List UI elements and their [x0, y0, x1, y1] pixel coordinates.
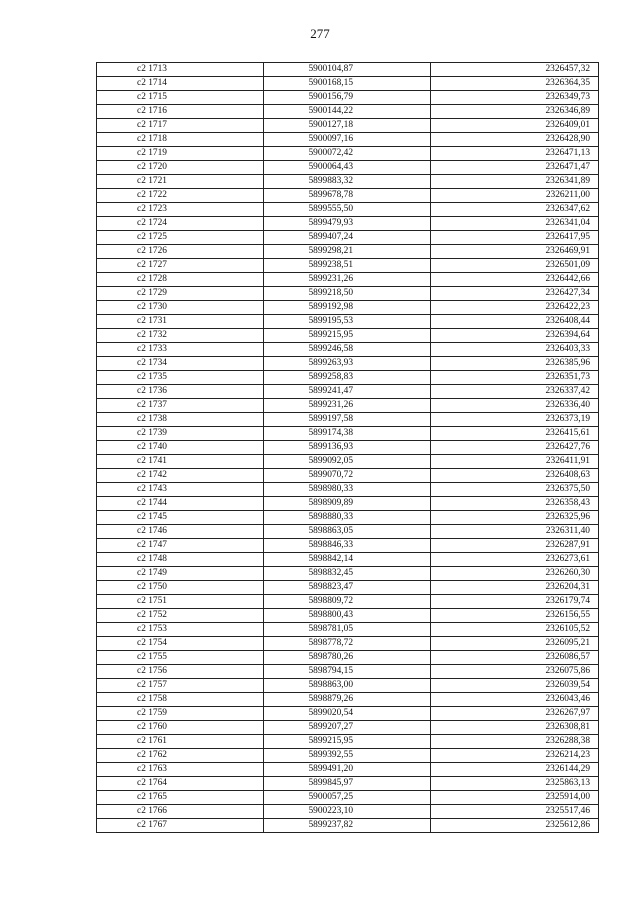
y-coordinate-cell: 2326411,91 — [431, 455, 599, 469]
x-coordinate-cell: 5898778,72 — [264, 637, 431, 651]
table-row — [97, 91, 599, 105]
x-coordinate-cell: 5900127,18 — [264, 119, 431, 133]
point-id-cell: с2 1740 — [97, 441, 264, 455]
y-coordinate-cell: 2326408,63 — [431, 469, 599, 483]
y-coordinate-cell: 2326346,89 — [431, 105, 599, 119]
y-coordinate-cell: 2326043,46 — [431, 693, 599, 707]
x-coordinate-cell: 5899197,58 — [264, 413, 431, 427]
table-row — [97, 77, 599, 91]
x-coordinate-cell: 5899174,38 — [264, 427, 431, 441]
x-coordinate-cell: 5899136,93 — [264, 441, 431, 455]
table-row — [97, 189, 599, 203]
x-coordinate-cell: 5899491,20 — [264, 763, 431, 777]
table-row — [97, 665, 599, 679]
y-coordinate-cell: 2326501,09 — [431, 259, 599, 273]
x-coordinate-cell: 5899092,05 — [264, 455, 431, 469]
x-coordinate-cell: 5899241,47 — [264, 385, 431, 399]
table-row — [97, 147, 599, 161]
coordinates-table-body — [97, 63, 599, 833]
y-coordinate-cell: 2326039,54 — [431, 679, 599, 693]
y-coordinate-cell: 2326471,13 — [431, 147, 599, 161]
y-coordinate-cell: 2326105,52 — [431, 623, 599, 637]
point-id-cell: с2 1752 — [97, 609, 264, 623]
x-coordinate-cell: 5899215,95 — [264, 735, 431, 749]
table-row — [97, 693, 599, 707]
point-id-cell: с2 1719 — [97, 147, 264, 161]
table-row — [97, 245, 599, 259]
table-row — [97, 469, 599, 483]
x-coordinate-cell: 5899207,27 — [264, 721, 431, 735]
y-coordinate-cell: 2326267,97 — [431, 707, 599, 721]
table-row — [97, 637, 599, 651]
table-row — [97, 329, 599, 343]
y-coordinate-cell: 2326394,64 — [431, 329, 599, 343]
x-coordinate-cell: 5900097,16 — [264, 133, 431, 147]
x-coordinate-cell: 5898794,15 — [264, 665, 431, 679]
y-coordinate-cell: 2326211,00 — [431, 189, 599, 203]
table-row — [97, 63, 599, 77]
table-row — [97, 735, 599, 749]
table-row — [97, 105, 599, 119]
point-id-cell: с2 1717 — [97, 119, 264, 133]
y-coordinate-cell: 2326308,81 — [431, 721, 599, 735]
point-id-cell: с2 1731 — [97, 315, 264, 329]
table-row — [97, 259, 599, 273]
y-coordinate-cell: 2326288,38 — [431, 735, 599, 749]
point-id-cell: с2 1767 — [97, 819, 264, 833]
x-coordinate-cell: 5899231,26 — [264, 399, 431, 413]
table-row — [97, 231, 599, 245]
x-coordinate-cell: 5899192,98 — [264, 301, 431, 315]
table-row — [97, 203, 599, 217]
point-id-cell: с2 1726 — [97, 245, 264, 259]
x-coordinate-cell: 5899246,58 — [264, 343, 431, 357]
x-coordinate-cell: 5900168,15 — [264, 77, 431, 91]
table-row — [97, 455, 599, 469]
point-id-cell: с2 1751 — [97, 595, 264, 609]
x-coordinate-cell: 5899258,83 — [264, 371, 431, 385]
point-id-cell: с2 1754 — [97, 637, 264, 651]
point-id-cell: с2 1722 — [97, 189, 264, 203]
y-coordinate-cell: 2326349,73 — [431, 91, 599, 105]
x-coordinate-cell: 5898879,26 — [264, 693, 431, 707]
x-coordinate-cell: 5898863,00 — [264, 679, 431, 693]
point-id-cell: с2 1760 — [97, 721, 264, 735]
x-coordinate-cell: 5899218,50 — [264, 287, 431, 301]
y-coordinate-cell: 2325863,13 — [431, 777, 599, 791]
y-coordinate-cell: 2326428,90 — [431, 133, 599, 147]
y-coordinate-cell: 2326408,44 — [431, 315, 599, 329]
x-coordinate-cell: 5900144,22 — [264, 105, 431, 119]
point-id-cell: с2 1727 — [97, 259, 264, 273]
point-id-cell: с2 1744 — [97, 497, 264, 511]
x-coordinate-cell: 5898809,72 — [264, 595, 431, 609]
table-row — [97, 441, 599, 455]
table-row — [97, 707, 599, 721]
y-coordinate-cell: 2326358,43 — [431, 497, 599, 511]
y-coordinate-cell: 2326075,86 — [431, 665, 599, 679]
table-row — [97, 609, 599, 623]
y-coordinate-cell: 2326457,32 — [431, 63, 599, 77]
x-coordinate-cell: 5899845,97 — [264, 777, 431, 791]
x-coordinate-cell: 5899215,95 — [264, 329, 431, 343]
point-id-cell: с2 1739 — [97, 427, 264, 441]
x-coordinate-cell: 5900104,87 — [264, 63, 431, 77]
table-row — [97, 175, 599, 189]
y-coordinate-cell: 2326179,74 — [431, 595, 599, 609]
point-id-cell: с2 1742 — [97, 469, 264, 483]
y-coordinate-cell: 2326337,42 — [431, 385, 599, 399]
x-coordinate-cell: 5898781,05 — [264, 623, 431, 637]
y-coordinate-cell: 2326341,04 — [431, 217, 599, 231]
y-coordinate-cell: 2326373,19 — [431, 413, 599, 427]
y-coordinate-cell: 2326156,55 — [431, 609, 599, 623]
point-id-cell: с2 1720 — [97, 161, 264, 175]
x-coordinate-cell: 5900072,42 — [264, 147, 431, 161]
point-id-cell: с2 1734 — [97, 357, 264, 371]
point-id-cell: с2 1715 — [97, 91, 264, 105]
point-id-cell: с2 1735 — [97, 371, 264, 385]
x-coordinate-cell: 5898909,89 — [264, 497, 431, 511]
table-row — [97, 133, 599, 147]
table-row — [97, 273, 599, 287]
table-row — [97, 413, 599, 427]
y-coordinate-cell: 2326347,62 — [431, 203, 599, 217]
point-id-cell: с2 1759 — [97, 707, 264, 721]
point-id-cell: с2 1733 — [97, 343, 264, 357]
point-id-cell: с2 1766 — [97, 805, 264, 819]
table-row — [97, 749, 599, 763]
table-row — [97, 805, 599, 819]
point-id-cell: с2 1762 — [97, 749, 264, 763]
table-row — [97, 301, 599, 315]
table-row — [97, 119, 599, 133]
table-row — [97, 819, 599, 833]
point-id-cell: с2 1765 — [97, 791, 264, 805]
x-coordinate-cell: 5900223,10 — [264, 805, 431, 819]
x-coordinate-cell: 5899195,53 — [264, 315, 431, 329]
y-coordinate-cell: 2326260,30 — [431, 567, 599, 581]
point-id-cell: с2 1764 — [97, 777, 264, 791]
table-row — [97, 595, 599, 609]
y-coordinate-cell: 2326325,96 — [431, 511, 599, 525]
point-id-cell: с2 1761 — [97, 735, 264, 749]
point-id-cell: с2 1736 — [97, 385, 264, 399]
point-id-cell: с2 1723 — [97, 203, 264, 217]
x-coordinate-cell: 5900156,79 — [264, 91, 431, 105]
table-row — [97, 525, 599, 539]
y-coordinate-cell: 2326422,23 — [431, 301, 599, 315]
table-row — [97, 343, 599, 357]
point-id-cell: с2 1750 — [97, 581, 264, 595]
y-coordinate-cell: 2326417,95 — [431, 231, 599, 245]
y-coordinate-cell: 2326415,61 — [431, 427, 599, 441]
x-coordinate-cell: 5899407,24 — [264, 231, 431, 245]
point-id-cell: с2 1730 — [97, 301, 264, 315]
table-row — [97, 287, 599, 301]
x-coordinate-cell: 5899883,32 — [264, 175, 431, 189]
point-id-cell: с2 1737 — [97, 399, 264, 413]
x-coordinate-cell: 5898880,33 — [264, 511, 431, 525]
x-coordinate-cell: 5898863,05 — [264, 525, 431, 539]
table-row — [97, 511, 599, 525]
table-row — [97, 357, 599, 371]
table-row — [97, 315, 599, 329]
point-id-cell: с2 1729 — [97, 287, 264, 301]
table-row — [97, 217, 599, 231]
point-id-cell: с2 1725 — [97, 231, 264, 245]
y-coordinate-cell: 2326427,76 — [431, 441, 599, 455]
y-coordinate-cell: 2326341,89 — [431, 175, 599, 189]
point-id-cell: с2 1748 — [97, 553, 264, 567]
table-row — [97, 161, 599, 175]
x-coordinate-cell: 5899238,51 — [264, 259, 431, 273]
table-row — [97, 721, 599, 735]
y-coordinate-cell: 2325612,86 — [431, 819, 599, 833]
point-id-cell: с2 1755 — [97, 651, 264, 665]
x-coordinate-cell: 5898780,26 — [264, 651, 431, 665]
point-id-cell: с2 1746 — [97, 525, 264, 539]
point-id-cell: с2 1757 — [97, 679, 264, 693]
y-coordinate-cell: 2326214,23 — [431, 749, 599, 763]
table-row — [97, 651, 599, 665]
point-id-cell: с2 1728 — [97, 273, 264, 287]
table-row — [97, 427, 599, 441]
x-coordinate-cell: 5898832,45 — [264, 567, 431, 581]
point-id-cell: с2 1749 — [97, 567, 264, 581]
table-row — [97, 399, 599, 413]
y-coordinate-cell: 2326144,29 — [431, 763, 599, 777]
x-coordinate-cell: 5899555,50 — [264, 203, 431, 217]
table-row — [97, 539, 599, 553]
y-coordinate-cell: 2326273,61 — [431, 553, 599, 567]
point-id-cell: с2 1721 — [97, 175, 264, 189]
point-id-cell: с2 1738 — [97, 413, 264, 427]
coordinates-table — [96, 62, 599, 833]
y-coordinate-cell: 2326204,31 — [431, 581, 599, 595]
point-id-cell: с2 1718 — [97, 133, 264, 147]
y-coordinate-cell: 2326469,91 — [431, 245, 599, 259]
x-coordinate-cell: 5899298,21 — [264, 245, 431, 259]
y-coordinate-cell: 2326311,40 — [431, 525, 599, 539]
x-coordinate-cell: 5898980,33 — [264, 483, 431, 497]
x-coordinate-cell: 5898823,47 — [264, 581, 431, 595]
point-id-cell: с2 1732 — [97, 329, 264, 343]
x-coordinate-cell: 5899020,54 — [264, 707, 431, 721]
point-id-cell: с2 1758 — [97, 693, 264, 707]
table-row — [97, 679, 599, 693]
point-id-cell: с2 1756 — [97, 665, 264, 679]
x-coordinate-cell: 5898846,33 — [264, 539, 431, 553]
page-number: 277 — [310, 26, 330, 41]
y-coordinate-cell: 2325914,00 — [431, 791, 599, 805]
x-coordinate-cell: 5899392,55 — [264, 749, 431, 763]
x-coordinate-cell: 5899263,93 — [264, 357, 431, 371]
y-coordinate-cell: 2326336,40 — [431, 399, 599, 413]
y-coordinate-cell: 2326287,91 — [431, 539, 599, 553]
point-id-cell: с2 1745 — [97, 511, 264, 525]
y-coordinate-cell: 2326427,34 — [431, 287, 599, 301]
table-row — [97, 791, 599, 805]
table-row — [97, 497, 599, 511]
y-coordinate-cell: 2326095,21 — [431, 637, 599, 651]
y-coordinate-cell: 2326351,73 — [431, 371, 599, 385]
table-row — [97, 385, 599, 399]
table-row — [97, 623, 599, 637]
x-coordinate-cell: 5899237,82 — [264, 819, 431, 833]
point-id-cell: с2 1753 — [97, 623, 264, 637]
x-coordinate-cell: 5899070,72 — [264, 469, 431, 483]
x-coordinate-cell: 5899479,93 — [264, 217, 431, 231]
point-id-cell: с2 1724 — [97, 217, 264, 231]
table-row — [97, 483, 599, 497]
point-id-cell: с2 1741 — [97, 455, 264, 469]
x-coordinate-cell: 5900064,43 — [264, 161, 431, 175]
y-coordinate-cell: 2326086,57 — [431, 651, 599, 665]
table-row — [97, 581, 599, 595]
x-coordinate-cell: 5899678,78 — [264, 189, 431, 203]
table-row — [97, 371, 599, 385]
point-id-cell: с2 1716 — [97, 105, 264, 119]
x-coordinate-cell: 5900057,25 — [264, 791, 431, 805]
table-row — [97, 763, 599, 777]
point-id-cell: с2 1747 — [97, 539, 264, 553]
y-coordinate-cell: 2326442,66 — [431, 273, 599, 287]
point-id-cell: с2 1713 — [97, 63, 264, 77]
x-coordinate-cell: 5898842,14 — [264, 553, 431, 567]
table-row — [97, 567, 599, 581]
point-id-cell: с2 1763 — [97, 763, 264, 777]
y-coordinate-cell: 2326385,96 — [431, 357, 599, 371]
y-coordinate-cell: 2326409,01 — [431, 119, 599, 133]
y-coordinate-cell: 2326471,47 — [431, 161, 599, 175]
y-coordinate-cell: 2326364,35 — [431, 77, 599, 91]
x-coordinate-cell: 5899231,26 — [264, 273, 431, 287]
y-coordinate-cell: 2326403,33 — [431, 343, 599, 357]
x-coordinate-cell: 5898800,43 — [264, 609, 431, 623]
y-coordinate-cell: 2326375,50 — [431, 483, 599, 497]
y-coordinate-cell: 2325517,46 — [431, 805, 599, 819]
table-row — [97, 777, 599, 791]
table-row — [97, 553, 599, 567]
point-id-cell: с2 1743 — [97, 483, 264, 497]
point-id-cell: с2 1714 — [97, 77, 264, 91]
